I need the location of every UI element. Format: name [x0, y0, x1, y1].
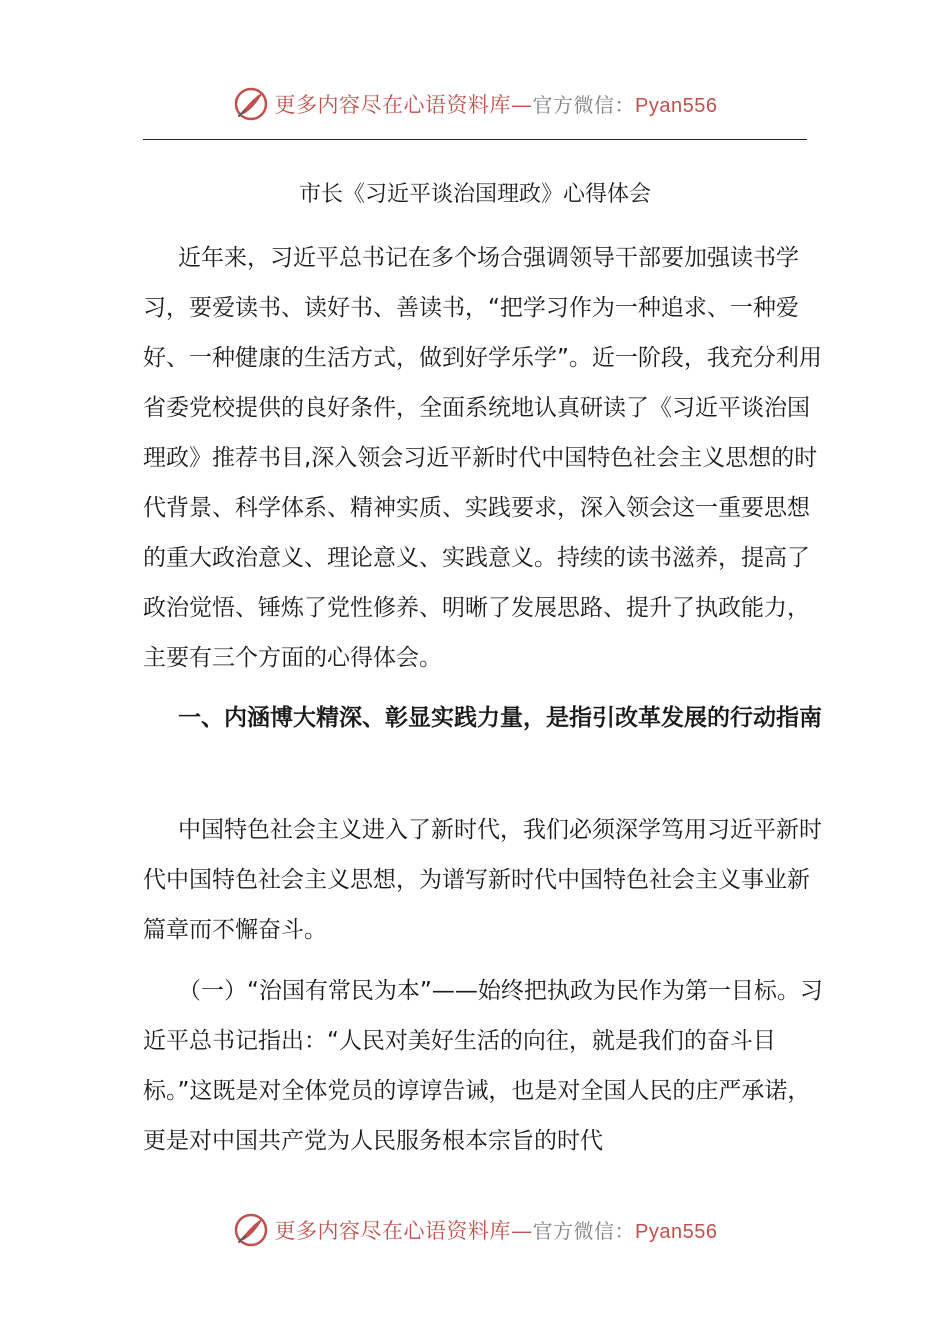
body-paragraph-3: （一）“治国有常民为本”——始终把执政为民作为第一目标。习近平总书记指出：“人民对美好生活的向往，就是我们的奋斗目标。”这既是对全体党员的谆谆告诫，也是对全国人民的庄严承诺，更是对中国共产党为人民服务根本宗旨的时代	[143, 978, 823, 1154]
footer-brand: 更多内容尽在心语资料库	[274, 1219, 512, 1243]
header-wechat-label: 官方微信：	[532, 93, 636, 117]
header-separator: —	[511, 93, 533, 117]
footer-banner-text	[275, 1215, 718, 1245]
header-divider	[143, 139, 807, 140]
footer-wechat-id: Pyan556	[635, 1221, 718, 1243]
body-paragraph-intro: 近年来，习近平总书记在多个场合强调领导干部要加强读书学习，要爱读书、读好书、善读书，“把学习作为一种追求、一种爱好、一种健康的生活方式，做到好学乐学”。近一阶段，我充分利用省委党校提供的良好条件，全面系统地认真研读了《习近平谈治国理政》推荐书目,深入领会习近平新时代中国特色社会主义思想的时代背景、科学体系、精神实质、实践要求，深入领会这一重要思想的重大政治意义、理论意义、实践意义。持续的读书滋养，提高了政治觉悟、锤炼了党性修养、明晰了发展思路、提升了执政能力，主要有三个方面的心得体会。	[143, 245, 822, 671]
header-banner-text	[275, 89, 718, 119]
footer-banner	[0, 1208, 950, 1252]
quill-logo-icon	[233, 86, 269, 122]
header-banner	[0, 82, 950, 126]
footer-separator: —	[511, 1219, 533, 1243]
header-wechat-id: Pyan556	[635, 95, 718, 117]
section-heading-1: 一、内涵博大精深、彰显实践力量，是指引改革发展的行动指南	[178, 705, 822, 731]
document-title: 市长《习近平谈治国理政》心得体会	[298, 182, 651, 207]
footer-wechat-label: 官方微信：	[532, 1219, 636, 1243]
header-brand: 更多内容尽在心语资料库	[274, 93, 512, 117]
body-paragraph-2: 中国特色社会主义进入了新时代，我们必须深学笃用习近平新时代中国特色社会主义思想，为谱写新时代中国特色社会主义事业新篇章而不懈奋斗。	[143, 817, 822, 943]
quill-logo-icon	[233, 1212, 269, 1248]
